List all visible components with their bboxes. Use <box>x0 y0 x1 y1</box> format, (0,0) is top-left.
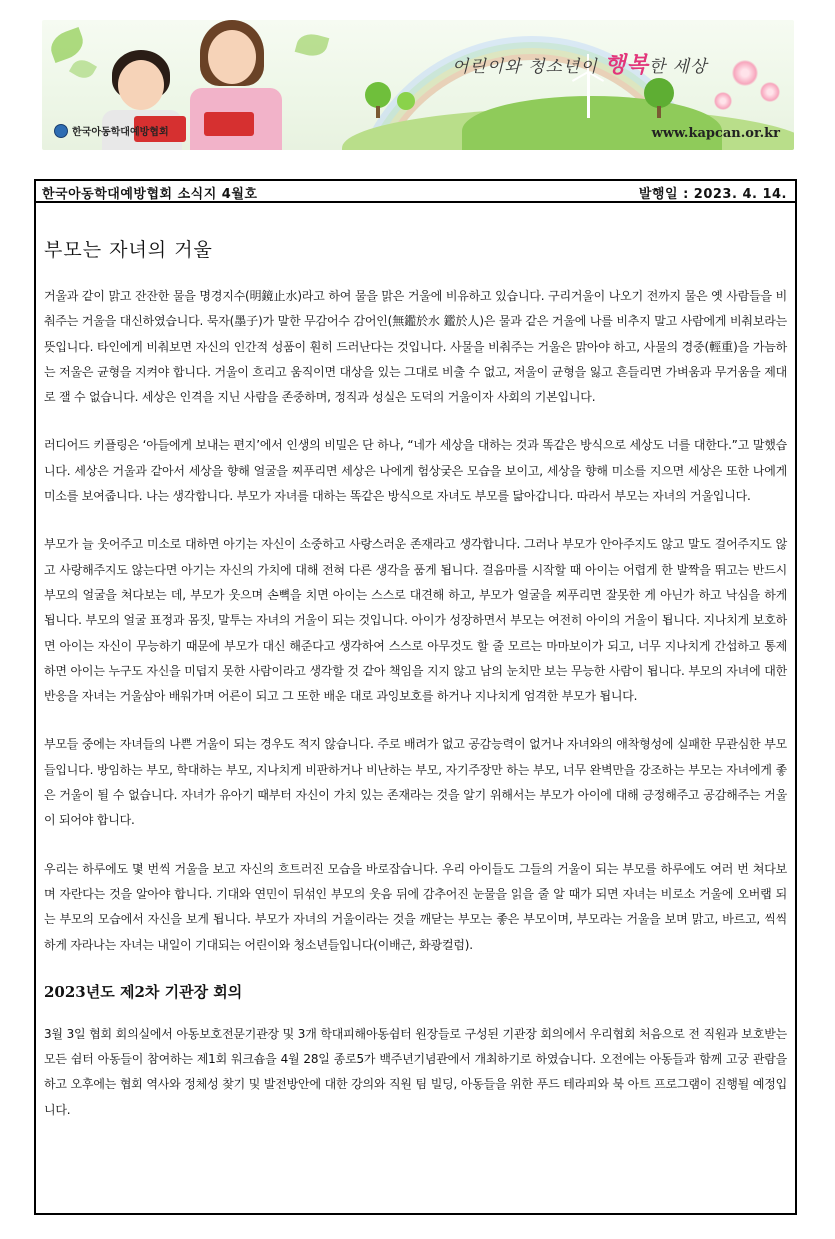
news-paragraph: 3월 3일 협회 회의실에서 아동보호전문기관장 및 3개 학대피해아동쉼터 원장들로 구성된 기관장 회의에서 우리협회 처음으로 전 직원과 보호받는 모든 쉼터 아동들이 참여하는 제1회 워크숍을 4월 28일 종로5가 백주년기념관에서 개최하기로 하였습니다. 오전에는 아동들과 함께 고궁 관람을 하고 오후에는 협회 역사와 정체성 찾기 및 발전방안에 대한 강의와 직원 팀 빌딩, 아동들을 위한 푸드 테라피와 북 아트 프로그램이 진행될 예정입니다. <box>44 1026 787 1117</box>
org-logo-text: 한국아동학대예방협회 <box>72 127 169 138</box>
slogan-part: 한 세상 <box>648 57 708 77</box>
newsletter-header <box>36 181 795 203</box>
article-paragraph: 부모가 늘 웃어주고 미소로 대하면 아기는 자신이 소중하고 사랑스러운 존재라고 생각합니다. 그러나 부모가 안아주지도 않고 말도 걸어주지도 않고 사랑해주지도 않는다면 아기는 자신의 가치에 대해 전혀 다른 생각을 품게 됩니다. 걸음마를 시작할 때 아이는 어렵게 한 발짝을 뛰고는 반드시 부모의 얼굴을 쳐다보는 데, 부모가 웃으며 손뼉을 치면 아이는 스스로 대견해 하고, 부모가 얼굴을 찌푸리면 잘못한 게 아닌가 하고 낙심을 하게 됩니다. 부모의 얼굴 표정과 몸짓, 말투는 자녀의 거울이 되는 것입니다. 아이가 성장하면서 부모는 여전히 아이의 거울이 됩니다. 지나치게 보호하면 아이는 자신이 무능하기 때문에 부모가 대신 해준다고 생각하여 스스로 아무것도 할 줄 모르는 마마보이가 되고, 너무 지나치게 간섭하고 통제하면 아이는 누구도 자신을 미덥지 못한 사람이라고 생각할 것 같아 책임을 지지 않고 남의 눈치만 보는 무능한 사람이 됩니다. 부모의 자녀에 대한 반응을 자녀는 거울삼아 배워가며 어른이 되고 그 또한 배운 대로 과잉보호를 하거나 지나치게 엄격한 부모가 됩니다. <box>44 537 787 704</box>
header-banner <box>42 20 794 150</box>
article-paragraph: 우리는 하루에도 몇 번씩 거울을 보고 자신의 흐트러진 모습을 바로잡습니다. 우리 아이들도 그들의 거울이 되는 부모를 하루에도 여러 번 쳐다보며 자란다는 것을 알아야 합니다. 기대와 연민이 뒤섞인 부모의 웃음 뒤에 감추어진 눈물을 읽을 줄 알 때가 되면 자녀는 비로소 거울에 오버랩 되는 부모의 모습에서 자신을 보게 됩니다. 부모가 자녀의 거울이라는 것을 깨닫는 부모는 좋은 부모이며, 부모라는 거울을 보며 맑고, 바르고, 씩씩하게 자라나는 자녀는 내일이 기대되는 어린이와 청소년들입니다(이배근, 화광컬럼). <box>44 861 787 952</box>
tree-graphic <box>365 82 391 108</box>
flower-decoration <box>732 60 758 86</box>
tree-graphic <box>397 92 415 110</box>
newsletter-body <box>44 203 787 1146</box>
leaf-decoration <box>295 30 330 59</box>
article-paragraph: 러디어드 키플링은 ‘아들에게 보내는 편지’에서 인생의 비밀은 단 하나, “네가 세상을 대하는 것과 똑같은 방식으로 세상도 너를 대한다.”고 말했습니다. 세상은 거울과 같아서 세상을 향해 얼굴을 찌푸리면 세상은 나에게 험상궂은 모습을 보이고, 세상을 향해 미소를 지으면 세상은 또한 나에게 미소를 보여줍니다. 나는 생각합니다. 부모가 자녀를 대하는 똑같은 방식으로 자녀도 부모를 닮아갑니다. 따라서 부모는 자녀의 거울입니다. <box>44 438 787 504</box>
article-paragraph: 거울과 같이 맑고 잔잔한 물을 명경지수(明鏡止水)라고 하여 물을 맑은 거울에 비유하고 있습니다. 구리거울이 나오기 전까지 물은 옛 사람들을 비춰주는 거울을 대신하였습니다. 묵자(墨子)가 말한 무감어수 감어인(無鑑於水 鑑於人)은 물과 같은 거울에 나를 비추지 말고 사람에게 비춰보라는 뜻입니다. 타인에게 비춰보면 자신의 인간적 성품이 훤히 드러난다는 것입니다. 사물을 비춰주는 거울은 맑아야 하고, 사물의 경중(輕重)을 가늠하는 저울은 균형을 지켜야 합니다. 거울이 흐리고 움직이면 대상을 있는 그대로 비출 수 없고, 저울이 균형을 잃고 흔들리면 가벼움과 무거움을 제대로 잴 수 없습니다. 세상은 인격을 지닌 사람을 존중하며, 정직과 성실은 도덕의 거울이자 사회의 기본입니다. <box>44 289 787 405</box>
org-logo-icon <box>54 124 68 138</box>
article-paragraph: 부모들 중에는 자녀들의 나쁜 거울이 되는 경우도 적지 않습니다. 주로 배려가 없고 공감능력이 없거나 자녀와의 애착형성에 실패한 무관심한 부모들입니다. 방임하는 부모, 학대하는 부모, 지나치게 비판하거나 비난하는 부모, 자기주장만 하는 부모, 너무 완벽만을 강조하는 부모는 자녀에게 좋은 거울이 될 수 없습니다. 자녀가 유아기 때부터 자신이 가치 있는 존재라는 것을 알기 위해서는 부모가 아이에 대해 긍정해주고 공감해주는 거울이 되어야 합니다. <box>44 737 787 828</box>
tree-graphic <box>644 78 674 108</box>
news-title: 2023년도 제2차 기관장 회의 <box>44 982 243 1001</box>
tree-trunk <box>657 106 661 118</box>
tree-trunk <box>376 106 380 118</box>
banner-slogan <box>452 48 707 79</box>
article-title: 부모는 자녀의 거울 <box>44 239 213 261</box>
flower-decoration <box>714 92 732 110</box>
slogan-part: 어린이와 청소년이 <box>452 57 605 77</box>
slogan-highlight: 행복 <box>604 52 649 78</box>
leaf-decoration <box>47 27 88 63</box>
leaf-decoration <box>69 56 97 83</box>
issue-date: 발행일 : 2023. 4. 14. <box>638 187 787 202</box>
org-logo <box>54 123 169 138</box>
newsletter-frame <box>34 179 797 1215</box>
flower-decoration <box>760 82 780 102</box>
website-url: www.kapcan.or.kr <box>651 126 780 141</box>
newsletter-name: 한국아동학대예방협회 소식지 4월호 <box>42 187 258 202</box>
